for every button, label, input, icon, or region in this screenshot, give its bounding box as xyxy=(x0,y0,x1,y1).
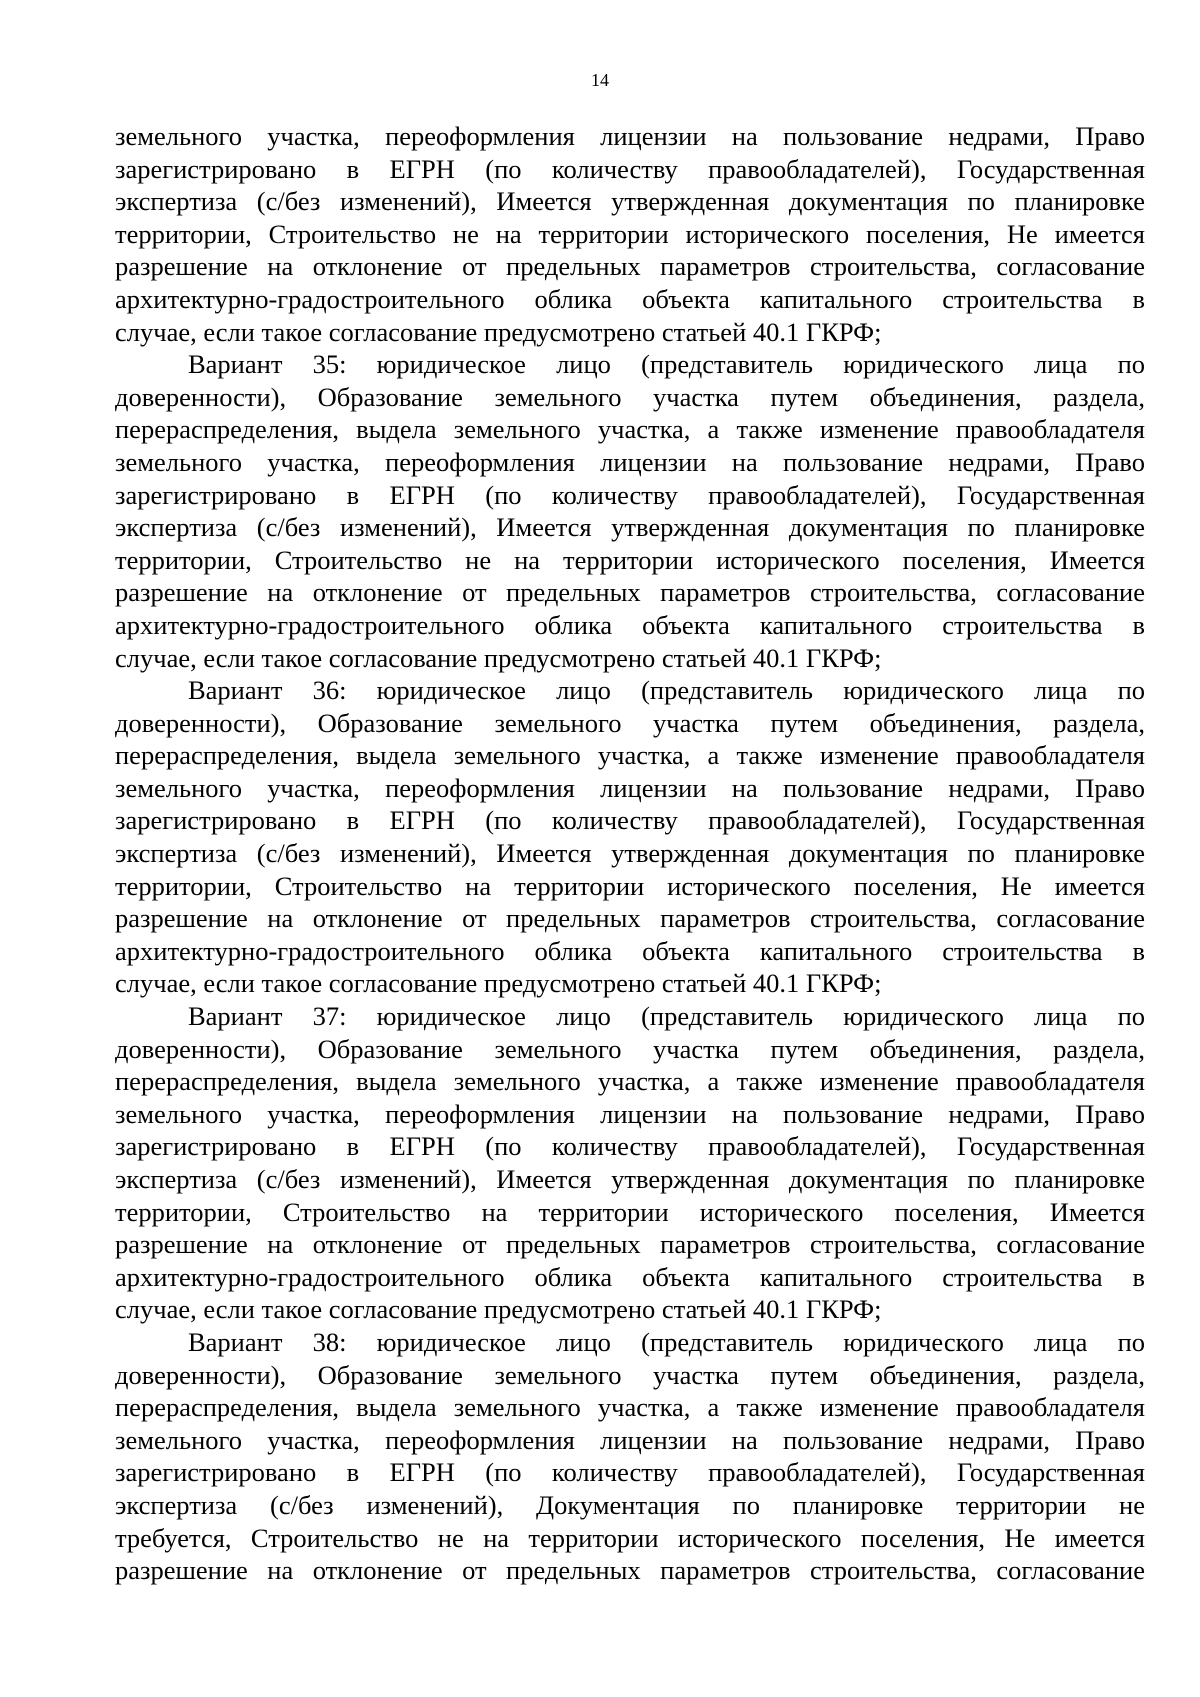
text-line: земельного участка, переоформления лицензии на пользование недрами, Право xyxy=(115,121,1145,151)
document-body xyxy=(115,120,1145,1587)
text-line: перераспределения, выдела земельного участка, а также изменение правообладателя xyxy=(115,414,1145,445)
text-line: перераспределения, выдела земельного участка, а также изменение правообладателя xyxy=(115,740,1145,771)
text-line: разрешение на отклонение от предельных параметров строительства, согласование xyxy=(115,1555,1145,1586)
text-line: архитектурно-градостроительного облика объекта капитального строительства в xyxy=(115,609,1145,640)
text-line: доверенности), Образование земельного участка путем объединения, раздела, xyxy=(115,381,1145,412)
text-line: перераспределения, выдела земельного участка, а также изменение правообладателя xyxy=(115,1066,1145,1097)
text-line: случае, если такое согласование предусмотрено статьей 40.1 ГКРФ; xyxy=(115,1294,882,1325)
text-line: территории, Строительство не на территории исторического поселения, Не имеется xyxy=(115,218,1145,249)
text-line: случае, если такое согласование предусмотрено статьей 40.1 ГКРФ; xyxy=(115,968,882,999)
text-line: земельного участка, переоформления лицензии на пользование недрами, Право xyxy=(115,772,1145,803)
text-line: Вариант 35: юридическое лицо (представитель юридического лица по xyxy=(188,349,1145,380)
text-line: экспертиза (с/без изменений), Имеется утвержденная документация по планировке xyxy=(115,186,1145,217)
text-line: разрешение на отклонение от предельных параметров строительства, согласование xyxy=(115,251,1145,282)
text-line: разрешение на отклонение от предельных параметров строительства, согласование xyxy=(115,577,1145,608)
text-line: архитектурно-градостроительного облика объекта капитального строительства в xyxy=(115,283,1145,314)
text-line: случае, если такое согласование предусмотрено статьей 40.1 ГКРФ; xyxy=(115,316,882,347)
text-line: зарегистрировано в ЕГРН (по количеству правообладателей), Государственная xyxy=(115,1131,1145,1162)
text-line: экспертиза (с/без изменений), Имеется утвержденная документация по планировке xyxy=(115,838,1145,869)
page-number: 14 xyxy=(591,70,609,90)
text-line: земельного участка, переоформления лицензии на пользование недрами, Право xyxy=(115,446,1145,477)
text-line: Вариант 38: юридическое лицо (представитель юридического лица по xyxy=(188,1326,1145,1357)
text-line: зарегистрировано в ЕГРН (по количеству правообладателей), Государственная xyxy=(115,805,1145,836)
text-line: зарегистрировано в ЕГРН (по количеству правообладателей), Государственная xyxy=(115,153,1145,184)
text-line: требуется, Строительство не на территории исторического поселения, Не имеется xyxy=(115,1522,1145,1553)
text-line: экспертиза (с/без изменений), Документация по планировке территории не xyxy=(115,1489,1145,1520)
text-line: разрешение на отклонение от предельных параметров строительства, согласование xyxy=(115,903,1145,934)
text-line: доверенности), Образование земельного участка путем объединения, раздела, xyxy=(115,1033,1145,1064)
text-line: земельного участка, переоформления лицензии на пользование недрами, Право xyxy=(115,1424,1145,1455)
text-line: архитектурно-градостроительного облика объекта капитального строительства в xyxy=(115,935,1145,966)
text-line: доверенности), Образование земельного участка путем объединения, раздела, xyxy=(115,1359,1145,1390)
text-line: экспертиза (с/без изменений), Имеется утвержденная документация по планировке xyxy=(115,1164,1145,1194)
text-line: земельного участка, переоформления лицензии на пользование недрами, Право xyxy=(115,1098,1145,1129)
text-line: территории, Строительство на территории исторического поселения, Не имеется xyxy=(115,870,1145,901)
text-line: зарегистрировано в ЕГРН (по количеству правообладателей), Государственная xyxy=(115,479,1145,510)
text-line: зарегистрировано в ЕГРН (по количеству правообладателей), Государственная xyxy=(115,1457,1145,1488)
text-line: территории, Строительство на территории исторического поселения, Имеется xyxy=(115,1196,1145,1227)
text-line: разрешение на отклонение от предельных параметров строительства, согласование xyxy=(115,1229,1145,1260)
text-line: экспертиза (с/без изменений), Имеется утвержденная документация по планировке xyxy=(115,512,1145,543)
text-line: архитектурно-градостроительного облика объекта капитального строительства в xyxy=(115,1261,1145,1292)
text-line: территории, Строительство не на территории исторического поселения, Имеется xyxy=(115,544,1145,575)
text-line: случае, если такое согласование предусмотрено статьей 40.1 ГКРФ; xyxy=(115,642,882,673)
text-line: Вариант 37: юридическое лицо (представитель юридического лица по xyxy=(188,1001,1145,1032)
text-line: перераспределения, выдела земельного участка, а также изменение правообладателя xyxy=(115,1392,1145,1423)
text-line: Вариант 36: юридическое лицо (представитель юридического лица по xyxy=(188,675,1145,706)
text-line: доверенности), Образование земельного участка путем объединения, раздела, xyxy=(115,707,1145,738)
